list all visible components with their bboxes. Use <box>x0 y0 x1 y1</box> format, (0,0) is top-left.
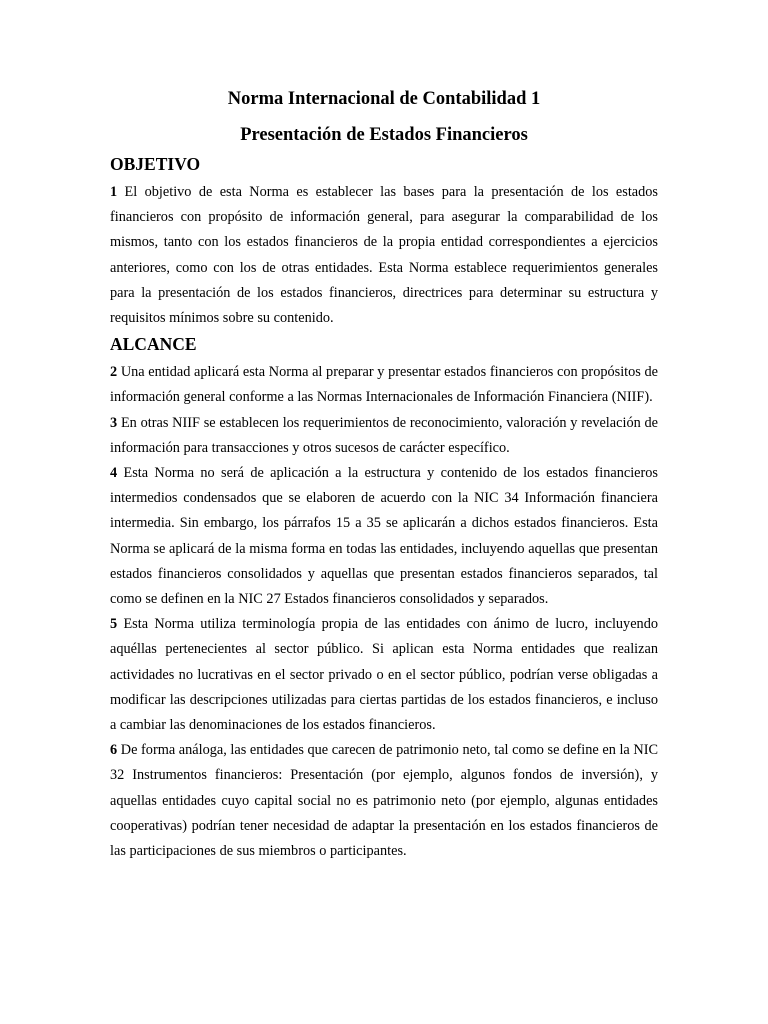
paragraph-5 <box>110 612 658 738</box>
paragraph-number: 6 <box>110 742 118 759</box>
paragraph-text: En otras NIIF se establecen los requerimientos de reconocimiento, valoración y revelación de información para transacciones y otros sucesos de carácter específico. <box>110 414 659 456</box>
document-page <box>110 86 658 864</box>
paragraph-number: 3 <box>110 414 118 431</box>
paragraph-text: El objetivo de esta Norma es establecer las bases para la presentación de los estados financieros con propósito de información general, para asegurar la comparabilidad de los mismos, tanto con los estados financieros de la propia entidad correspondientes a ejercicios anteriores, como con los de otras entidades. Esta Norma establece requerimientos generales para la presentación de los estados financieros, directrices para determinar su estructura y requisitos mínimos sobre su contenido. <box>110 184 658 327</box>
paragraph-2 <box>110 360 658 410</box>
document-title: Norma Internacional de Contabilidad 1 <box>227 89 541 109</box>
section-heading-alcance: ALCANCE <box>110 334 197 355</box>
section-heading-objetivo: OBJETIVO <box>110 154 201 174</box>
paragraph-number: 5 <box>110 616 118 633</box>
paragraph-3 <box>110 411 658 461</box>
document-subtitle: Presentación de Estados Financieros <box>240 125 528 145</box>
paragraph-1 <box>110 180 658 331</box>
paragraph-text: Esta Norma utiliza terminología propia de las entidades con ánimo de lucro, incluyendo aquéllas pertenecientes al sector público. Si aplican esta Norma entidades que realizan actividades no lucrativas en el sector privado o en el sector público, podrían verse obligadas a modificar las descripciones utilizadas para ciertas partidas de los estados financieros, e incluso a cambiar las denominaciones de los estados financieros. <box>110 616 659 734</box>
paragraph-number: 1 <box>110 184 118 200</box>
paragraph-text: Esta Norma no será de aplicación a la estructura y contenido de los estados financieros intermedios condensados que se elaboren de acuerdo con la NIC 34 Información financiera intermedia. Sin embargo, los párrafos 15 a 35 se aplicarán a dichos estados financieros. Esta Norma se aplicará de la misma forma en todas las entidades, incluyendo aquellas que presentan estados financieros consolidados y aquellas que presentan estados financieros separados, tal como se definen en la NIC 27 Estados financieros consolidados y separados. <box>110 465 658 608</box>
paragraph-text: De forma análoga, las entidades que carecen de patrimonio neto, tal como se define en la NIC 32 Instrumentos financieros: Presentación (por ejemplo, algunos fondos de inversión), y aquellas entidades cuyo capital social no es patrimonio neto (por ejemplo, algunas entidades cooperativas) podrían tener necesidad de adaptar la presentación en los estados financieros de las participaciones de sus miembros o participantes. <box>110 742 658 860</box>
paragraph-text: Una entidad aplicará esta Norma al preparar y presentar estados financieros con propósitos de información general conforme a las Normas Internacionales de Información Financiera (NIIF). <box>110 364 658 406</box>
paragraph-4 <box>110 461 658 612</box>
paragraph-6 <box>110 738 658 864</box>
paragraph-number: 4 <box>110 465 118 482</box>
paragraph-number: 2 <box>110 364 118 381</box>
